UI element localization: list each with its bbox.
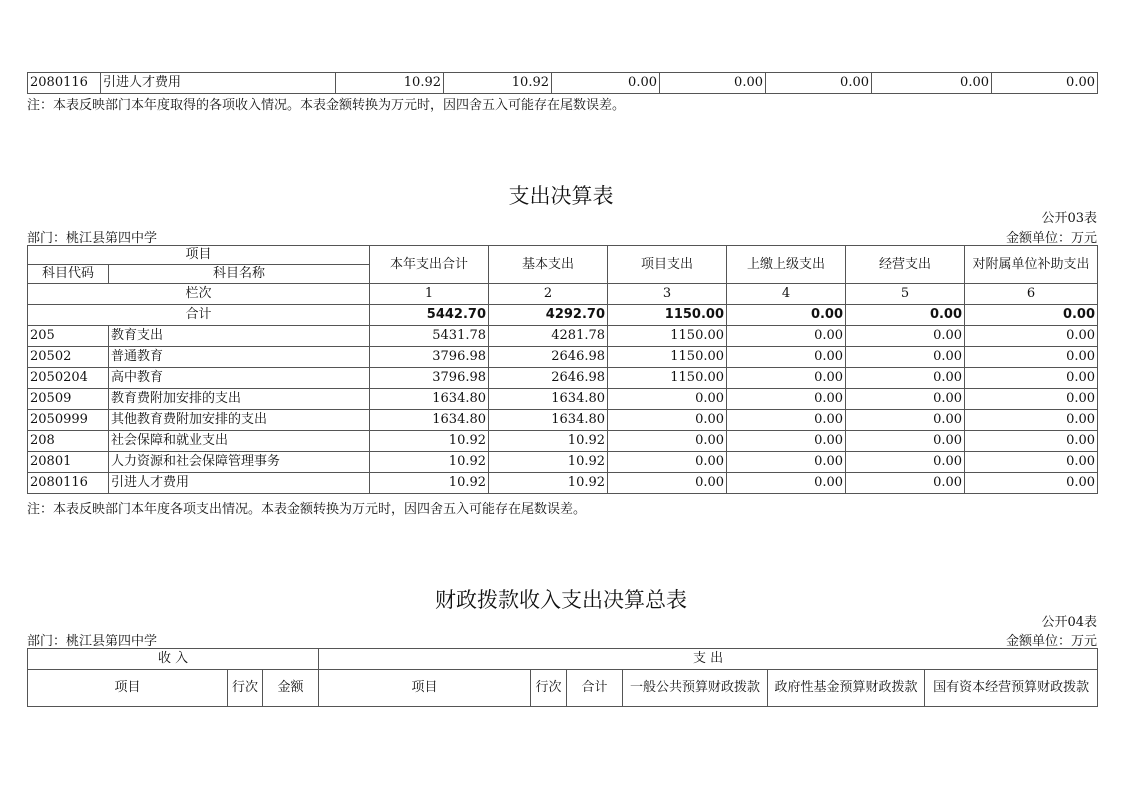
table-row <box>28 431 1098 452</box>
col-no: 1 <box>370 284 489 305</box>
subject-code-cell: 2080116 <box>28 473 109 494</box>
subject-code-cell: 2050204 <box>28 368 109 389</box>
total-cell: 0.00 <box>727 305 846 326</box>
expense-table-number: 公开03表 <box>1041 211 1097 226</box>
amount-cell: 0.00 <box>965 410 1098 431</box>
amount-cell: 1634.80 <box>489 389 608 410</box>
col-header: 对附属单位补助支出 <box>965 246 1098 284</box>
amount-cell: 2646.98 <box>489 347 608 368</box>
expense-table <box>27 245 1098 494</box>
amount-cell: 0.00 <box>965 473 1098 494</box>
amount-cell: 0.00 <box>846 410 965 431</box>
income-row-no-header: 行次 <box>228 670 263 707</box>
subject-name-cell: 教育费附加安排的支出 <box>109 389 370 410</box>
amount-cell: 10.92 <box>489 473 608 494</box>
amount-cell: 10.92 <box>444 73 552 94</box>
subject-code-cell: 20502 <box>28 347 109 368</box>
table-row <box>28 73 1098 94</box>
fund-budget-header: 政府性基金预算财政拨款 <box>768 670 925 707</box>
col-no: 2 <box>489 284 608 305</box>
subject-name-cell: 引进人才费用 <box>109 473 370 494</box>
total-cell: 4292.70 <box>489 305 608 326</box>
subject-code-cell: 2050999 <box>28 410 109 431</box>
amount-cell: 0.00 <box>727 452 846 473</box>
subject-name-cell: 社会保障和就业支出 <box>109 431 370 452</box>
amount-cell: 1150.00 <box>608 368 727 389</box>
col-no-label: 栏次 <box>28 284 370 305</box>
header-row <box>28 246 1098 265</box>
amount-cell: 1150.00 <box>608 347 727 368</box>
amount-cell: 0.00 <box>608 410 727 431</box>
amount-cell: 0.00 <box>965 326 1098 347</box>
fiscal-unit-label: 金额单位：万元 <box>1005 634 1097 649</box>
amount-cell: 10.92 <box>370 473 489 494</box>
header-row <box>28 670 1098 707</box>
amount-cell: 5431.78 <box>370 326 489 347</box>
income-amount-header: 金额 <box>263 670 319 707</box>
amount-cell: 0.00 <box>965 347 1098 368</box>
subject-name-cell: 普通教育 <box>109 347 370 368</box>
amount-cell: 0.00 <box>766 73 872 94</box>
amount-cell: 0.00 <box>727 431 846 452</box>
expense-total-header: 合计 <box>567 670 623 707</box>
income-item-header: 项目 <box>28 670 228 707</box>
amount-cell: 10.92 <box>370 452 489 473</box>
fiscal-table-number: 公开04表 <box>1041 615 1097 630</box>
col-no: 5 <box>846 284 965 305</box>
amount-cell: 0.00 <box>846 473 965 494</box>
subject-name-cell: 人力资源和社会保障管理事务 <box>109 452 370 473</box>
name-header: 科目名称 <box>109 265 370 284</box>
amount-cell: 0.00 <box>965 368 1098 389</box>
amount-cell: 0.00 <box>608 389 727 410</box>
state-capital-budget-header: 国有资本经营预算财政拨款 <box>925 670 1098 707</box>
amount-cell: 1634.80 <box>370 410 489 431</box>
amount-cell: 3796.98 <box>370 347 489 368</box>
col-header: 项目支出 <box>608 246 727 284</box>
amount-cell: 0.00 <box>727 389 846 410</box>
subject-code-cell: 205 <box>28 326 109 347</box>
amount-cell: 10.92 <box>489 452 608 473</box>
table-row <box>28 347 1098 368</box>
amount-cell: 1150.00 <box>608 326 727 347</box>
subject-code-cell: 2080116 <box>28 73 101 94</box>
header-row <box>28 649 1098 670</box>
subject-code-cell: 208 <box>28 431 109 452</box>
income-header: 收 入 <box>28 649 319 670</box>
expense-table-body <box>28 326 1098 494</box>
fiscal-dept-label: 部门：桃江县第四中学 <box>27 634 158 649</box>
top-table <box>27 72 1098 94</box>
table-row <box>28 326 1098 347</box>
table-row <box>28 410 1098 431</box>
expense-dept-label: 部门：桃江县第四中学 <box>27 231 158 246</box>
amount-cell: 0.00 <box>727 473 846 494</box>
amount-cell: 0.00 <box>552 73 660 94</box>
amount-cell: 0.00 <box>660 73 766 94</box>
amount-cell: 0.00 <box>727 347 846 368</box>
amount-cell: 10.92 <box>336 73 444 94</box>
amount-cell: 0.00 <box>846 368 965 389</box>
table-row <box>28 473 1098 494</box>
income-table-note: 注：本表反映部门本年度取得的各项收入情况。本表金额转换为万元时，因四舍五入可能存在尾数误差。 <box>27 98 626 113</box>
amount-cell: 1634.80 <box>370 389 489 410</box>
amount-cell: 0.00 <box>846 431 965 452</box>
expense-unit-label: 金额单位：万元 <box>1005 231 1097 246</box>
amount-cell: 0.00 <box>727 368 846 389</box>
table-row <box>28 368 1098 389</box>
general-budget-header: 一般公共预算财政拨款 <box>623 670 768 707</box>
amount-cell: 0.00 <box>846 326 965 347</box>
col-header: 上缴上级支出 <box>727 246 846 284</box>
amount-cell: 0.00 <box>992 73 1098 94</box>
fiscal-table-title: 财政拨款收入支出决算总表 <box>435 588 687 612</box>
amount-cell: 0.00 <box>608 473 727 494</box>
col-no: 4 <box>727 284 846 305</box>
amount-cell: 0.00 <box>846 347 965 368</box>
amount-cell: 0.00 <box>965 431 1098 452</box>
amount-cell: 0.00 <box>608 452 727 473</box>
item-header: 项目 <box>28 246 370 265</box>
amount-cell: 0.00 <box>608 431 727 452</box>
amount-cell: 10.92 <box>370 431 489 452</box>
amount-cell: 1634.80 <box>489 410 608 431</box>
subject-name-cell: 高中教育 <box>109 368 370 389</box>
total-row <box>28 305 1098 326</box>
col-no: 6 <box>965 284 1098 305</box>
total-cell: 1150.00 <box>608 305 727 326</box>
subject-code-cell: 20509 <box>28 389 109 410</box>
amount-cell: 0.00 <box>846 452 965 473</box>
expense-header: 支 出 <box>319 649 1098 670</box>
col-header: 本年支出合计 <box>370 246 489 284</box>
code-header: 科目代码 <box>28 265 109 284</box>
amount-cell: 2646.98 <box>489 368 608 389</box>
expense-table-title: 支出决算表 <box>508 184 614 208</box>
table-row <box>28 389 1098 410</box>
total-cell: 5442.70 <box>370 305 489 326</box>
col-header: 经营支出 <box>846 246 965 284</box>
amount-cell: 0.00 <box>727 326 846 347</box>
subject-name-cell: 教育支出 <box>109 326 370 347</box>
amount-cell: 4281.78 <box>489 326 608 347</box>
amount-cell: 0.00 <box>846 389 965 410</box>
amount-cell: 0.00 <box>965 389 1098 410</box>
amount-cell: 0.00 <box>965 452 1098 473</box>
expense-table-note: 注：本表反映部门本年度各项支出情况。本表金额转换为万元时，因四舍五入可能存在尾数误差。 <box>27 502 587 517</box>
column-number-row <box>28 284 1098 305</box>
total-cell: 0.00 <box>846 305 965 326</box>
subject-code-cell: 20801 <box>28 452 109 473</box>
total-cell: 0.00 <box>965 305 1098 326</box>
subject-name-cell: 其他教育费附加安排的支出 <box>109 410 370 431</box>
amount-cell: 0.00 <box>872 73 992 94</box>
amount-cell: 3796.98 <box>370 368 489 389</box>
expense-item-header: 项目 <box>319 670 531 707</box>
subject-name-cell: 引进人才费用 <box>101 73 336 94</box>
amount-cell: 0.00 <box>727 410 846 431</box>
fiscal-table <box>27 648 1098 707</box>
col-header: 基本支出 <box>489 246 608 284</box>
expense-row-no-header: 行次 <box>531 670 567 707</box>
total-label: 合计 <box>28 305 370 326</box>
amount-cell: 10.92 <box>489 431 608 452</box>
col-no: 3 <box>608 284 727 305</box>
table-row <box>28 452 1098 473</box>
